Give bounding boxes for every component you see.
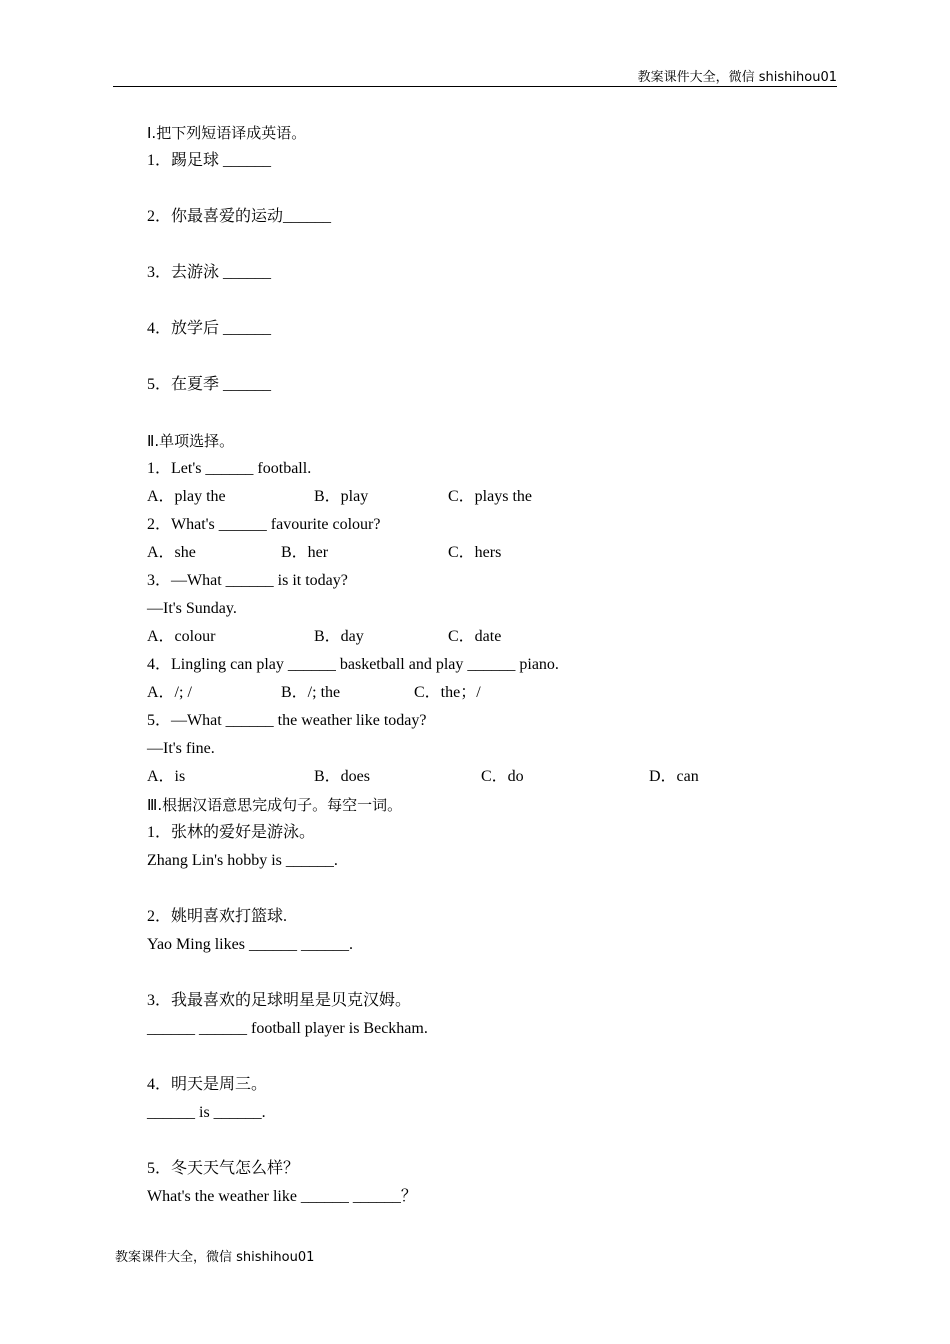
q1-option-b: B．play	[314, 488, 369, 505]
s3-item-2-cn: 2．姚明喜欢打篮球.	[147, 908, 288, 925]
q4-stem: 4．Lingling can play ______ basketball and play ______ piano.	[147, 656, 559, 673]
section-1-title: Ⅰ.把下列短语译成英语。	[147, 124, 307, 142]
s1-item-5: 5．在夏季 ______	[147, 376, 272, 393]
q5-option-d: D．can	[649, 768, 699, 785]
s3-item-1-cn: 1．张林的爱好是游泳。	[147, 824, 316, 841]
s3-item-5-en: What's the weather like ______ ______？	[147, 1188, 417, 1205]
q3-options	[147, 623, 847, 651]
page-header	[113, 64, 837, 87]
q5-options	[147, 763, 847, 791]
section-3-title: Ⅲ.根据汉语意思完成句子。每空一词。	[147, 796, 403, 814]
worksheet-content	[147, 119, 847, 1211]
q2-option-c: C．hers	[448, 544, 502, 561]
q5-stem: 5．—What ______ the weather like today?	[147, 712, 427, 729]
q1-option-a: A．play the	[147, 488, 226, 505]
q4-option-b: B．/; the	[281, 684, 341, 701]
s1-item-2: 2．你最喜爱的运动______	[147, 208, 332, 225]
s3-item-5-cn: 5．冬天天气怎么样？	[147, 1160, 300, 1177]
s1-item-1: 1．踢足球 ______	[147, 152, 272, 169]
q4-options	[147, 679, 847, 707]
q3-option-b: B．day	[314, 628, 364, 645]
q4-option-a: A．/; /	[147, 684, 192, 701]
q5-option-c: C．do	[481, 768, 524, 785]
s3-item-3-en: ______ ______ football player is Beckham.	[147, 1020, 428, 1037]
page-footer: 教案课件大全，微信 shishihou01	[115, 1250, 315, 1265]
q4-option-c: C．the；/	[414, 684, 481, 701]
q3-option-a: A．colour	[147, 628, 216, 645]
q2-options	[147, 539, 847, 567]
header-text: 教案课件大全，微信 shishihou01	[637, 70, 837, 85]
s3-item-4-en: ______ is ______.	[147, 1104, 266, 1121]
s3-item-1-en: Zhang Lin's hobby is ______.	[147, 852, 338, 869]
q3-option-c: C．date	[448, 628, 502, 645]
s1-item-3: 3．去游泳 ______	[147, 264, 272, 281]
s3-item-3-cn: 3．我最喜欢的足球明星是贝克汉姆。	[147, 992, 412, 1009]
q1-options	[147, 483, 847, 511]
q5-option-b: B．does	[314, 768, 371, 785]
section-2-title: Ⅱ.单项选择。	[147, 432, 235, 450]
q1-stem: 1．Let's ______ football.	[147, 460, 312, 477]
q3-stem: 3．—What ______ is it today?	[147, 572, 348, 589]
s3-item-2-en: Yao Ming likes ______ ______.	[147, 936, 353, 953]
q3-reply: —It's Sunday.	[147, 600, 237, 617]
q1-option-c: C．plays the	[448, 488, 532, 505]
q2-stem: 2．What's ______ favourite colour?	[147, 516, 381, 533]
q5-option-a: A．is	[147, 768, 186, 785]
s3-item-4-cn: 4．明天是周三。	[147, 1076, 268, 1093]
q2-option-b: B．her	[281, 544, 329, 561]
s1-item-4: 4．放学后 ______	[147, 320, 272, 337]
q2-option-a: A．she	[147, 544, 196, 561]
q5-reply: —It's fine.	[147, 740, 215, 757]
